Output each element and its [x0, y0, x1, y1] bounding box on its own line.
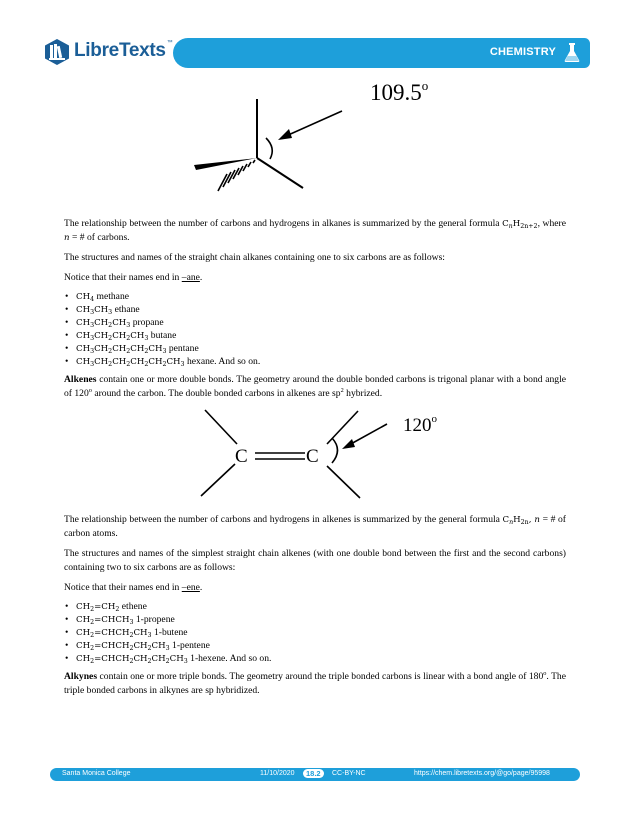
alkane-item	[64, 316, 566, 329]
footer-date: 11/10/2020	[260, 770, 295, 777]
alkane-formula: $CH_3CH_2CH_2CH_2CH_2CH_3$	[76, 357, 185, 368]
alkene-structures-intro: The structures and names of the simplest straight chain alkenes (with one double bond between the first and the second carbons) containing two to six carbons are as follows:	[64, 548, 566, 573]
degree-mark: o	[421, 78, 429, 93]
alkane-item	[64, 342, 566, 355]
suffix-ene: –ene	[181, 582, 200, 593]
alkane-relationship-paragraph: The relationship between the number of carbons and hydrogens in alkanes is summarized by the general formula $C_nH_{2n+2}$, where n = # of carbons.	[64, 218, 566, 243]
alkane-name: ethane	[114, 304, 140, 315]
alkene-name: 1-butene	[153, 627, 188, 638]
alkenes-term: Alkenes	[64, 374, 97, 385]
angle-arc	[266, 138, 272, 159]
angle-label-109: 109.5$^o$	[370, 78, 429, 105]
footer-url[interactable]: https://chem.libretexts.org/@go/page/95998	[414, 770, 550, 777]
alkynes-paragraph: Alkynes contain one or more triple bonds. The geometry around the triple bonded carbons is linear with a bond angle of 180$^o$. The triple bonded carbons in alkynes are sp hybridized.	[64, 670, 566, 696]
angle-label-120: 120$^o$	[403, 413, 437, 436]
trigonal-planar-figure	[195, 402, 455, 502]
book-stack-icon	[44, 38, 70, 66]
angle-arc	[332, 438, 338, 463]
alkene-general-formula: $C_nH_{2n}$, n	[502, 515, 540, 526]
alkynes-term: Alkynes	[64, 671, 98, 682]
alkane-name: methane	[96, 291, 129, 302]
carbon-right: C	[306, 446, 319, 467]
alkene-list	[64, 600, 566, 665]
bond-upper-right	[327, 411, 358, 444]
alkenes-paragraph: Alkenes contain one or more double bonds. The geometry around the double bonded carbons is trigonal planar with a bond angle of 120$^o$ around the carbon. The double bonded carbons in alkenes are $sp^2$ hybrized.	[64, 374, 566, 399]
alkane-formula: $CH_3CH_3$	[76, 305, 113, 316]
alkene-formula: $CH_2=CHCH_2CH_3$	[76, 628, 152, 639]
alkene-name: 1-propene	[135, 614, 175, 625]
subject-banner	[173, 38, 590, 68]
angle-arrow-head	[278, 129, 292, 140]
alkene-formula: $CH_2=CH_2$	[76, 602, 120, 613]
angle-arrow-shaft	[349, 424, 387, 445]
suffix-ane: –ane	[181, 272, 200, 283]
page-footer	[50, 768, 580, 781]
tetrahedral-geometry-figure	[190, 72, 450, 212]
alkene-name: ethene	[121, 601, 147, 612]
alkane-name: hexane. And so on.	[186, 356, 261, 367]
alkene-notice: Notice that their names end in –ene.	[64, 582, 203, 593]
alkane-formula: $CH_3CH_2CH_3$	[76, 318, 131, 329]
subject-label[interactable]: CHEMISTRY	[489, 46, 556, 58]
alkene-name: 1-pentene	[172, 640, 210, 651]
alkane-structures-intro: The structures and names of the straight chain alkanes containing one to six carbons are as follows:	[64, 252, 445, 263]
angle-arrow-head	[342, 439, 355, 449]
alkane-list	[64, 290, 566, 368]
footer-license: CC-BY-NC	[332, 770, 366, 777]
bond-lower-right	[327, 466, 360, 498]
alkane-item	[64, 355, 566, 368]
alkene-formula: $CH_2=CHCH_3$	[76, 615, 134, 626]
carbon-left: C	[235, 446, 248, 467]
page-header	[40, 34, 590, 70]
footer-page-number: 18.2	[303, 769, 324, 778]
alkene-formula: $CH_2=CHCH_2CH_2CH_2CH_3$	[76, 654, 188, 665]
alkene-formula: $CH_2=CHCH_2CH_2CH_3$	[76, 641, 170, 652]
alkene-item	[64, 639, 566, 652]
alkane-item	[64, 290, 566, 303]
alkane-item	[64, 329, 566, 342]
degree-mark: o	[431, 413, 437, 425]
content-block-alkenes	[64, 513, 566, 698]
alkane-formula: $CH_3CH_2CH_2CH_3$	[76, 331, 149, 342]
logo-trademark: ™	[166, 40, 173, 46]
angle-arrow-shaft	[286, 111, 342, 136]
alkane-item	[64, 303, 566, 316]
content-block-alkanes	[64, 217, 566, 401]
alkene-item	[64, 613, 566, 626]
alkene-item	[64, 600, 566, 613]
bond-lower-left	[201, 464, 235, 496]
alkane-formula: $CH_4$	[76, 292, 95, 303]
footer-college: Santa Monica College	[62, 770, 131, 777]
bond-upper-left	[205, 410, 237, 444]
bond-down-right	[257, 158, 303, 188]
logo-text: LibreTexts	[74, 40, 166, 61]
alkane-formula: $CH_3CH_2CH_2CH_2CH_3$	[76, 344, 167, 355]
alkene-item	[64, 626, 566, 639]
alkane-name: pentane	[168, 343, 199, 354]
bond-hash	[218, 160, 255, 191]
flask-icon	[564, 43, 580, 63]
alkane-name: butane	[150, 330, 177, 341]
alkene-item	[64, 652, 566, 665]
alkane-notice: Notice that their names end in –ane.	[64, 272, 203, 283]
alkane-name: propane	[132, 317, 164, 328]
bond-wedge	[194, 158, 257, 170]
alkane-general-formula: $C_nH_{2n+2}$	[502, 219, 538, 230]
alkene-name: 1-hexene. And so on.	[190, 653, 272, 664]
alkene-relationship-paragraph: The relationship between the number of carbons and hydrogens in alkenes is summarized by the general formula $C_nH_{2n}$, n = # of carbon atoms.	[64, 514, 566, 539]
